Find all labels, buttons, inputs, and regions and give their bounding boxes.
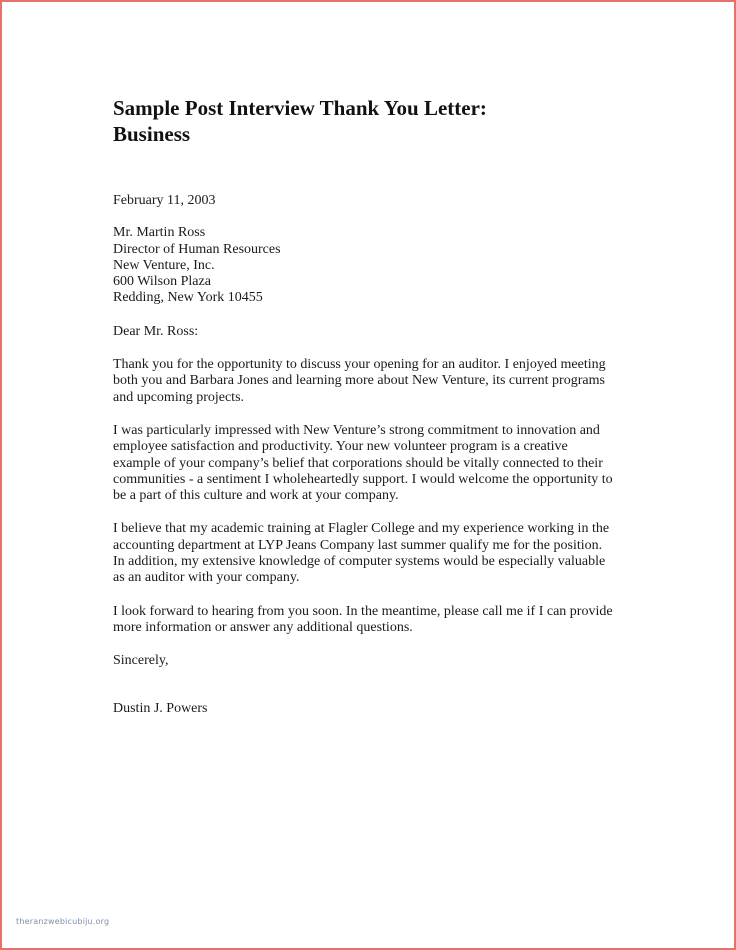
page-title bbox=[113, 95, 633, 147]
letter-body bbox=[113, 95, 633, 717]
paragraph-line: I believe that my academic training at Flagler College and my experience working in the bbox=[113, 521, 610, 537]
title-line-2: Business bbox=[113, 122, 191, 146]
paragraph-line: both you and Barbara Jones and learning more about New Venture, its current programs bbox=[113, 373, 605, 389]
paragraph-line: be a part of this culture and work at your company. bbox=[113, 488, 399, 504]
paragraph-line: Thank you for the opportunity to discuss your opening for an auditor. I enjoyed meeting bbox=[113, 357, 606, 373]
paragraph-line: I look forward to hearing from you soon. In the meantime, please call me if I can provide bbox=[113, 603, 613, 619]
paragraph-line: In addition, my extensive knowledge of computer systems would be especially valuable bbox=[113, 554, 606, 570]
letter-paragraphs bbox=[113, 357, 633, 636]
paragraph-line: I was particularly impressed with New Venture’s strong commitment to innovation and bbox=[113, 422, 600, 438]
letter-paragraph bbox=[113, 423, 633, 504]
recipient-city: Redding, New York 10455 bbox=[113, 290, 263, 306]
letter-closing: Sincerely, bbox=[113, 653, 169, 669]
recipient-address bbox=[113, 225, 633, 306]
paragraph-line: and upcoming projects. bbox=[113, 389, 245, 405]
paragraph-line: more information or answer any additional questions. bbox=[113, 619, 413, 635]
title-line-1: Sample Post Interview Thank You Letter: bbox=[113, 96, 487, 120]
paragraph-line: employee satisfaction and productivity. Your new volunteer program is a creative bbox=[113, 439, 568, 455]
paragraph-line: example of your company’s belief that corporations should be vitally connected to their bbox=[113, 455, 603, 471]
recipient-company: New Venture, Inc. bbox=[113, 257, 215, 273]
letter-paragraph bbox=[113, 357, 633, 406]
letter-greeting: Dear Mr. Ross: bbox=[113, 323, 199, 339]
recipient-street: 600 Wilson Plaza bbox=[113, 274, 211, 290]
recipient-name: Mr. Martin Ross bbox=[113, 225, 206, 241]
paragraph-line: communities - a sentiment I wholeheartedly support. I would welcome the opportunity to bbox=[113, 471, 613, 487]
letter-date: February 11, 2003 bbox=[113, 193, 216, 208]
paragraph-line: as an auditor with your company. bbox=[113, 570, 300, 586]
letter-paragraph bbox=[113, 521, 633, 586]
letter-paragraph bbox=[113, 604, 633, 637]
paragraph-line: accounting department at LYP Jeans Company last summer qualify me for the position. bbox=[113, 537, 603, 553]
recipient-position: Director of Human Resources bbox=[113, 241, 281, 257]
source-watermark: theranzwebicubiju.org bbox=[16, 917, 110, 926]
letter-signature: Dustin J. Powers bbox=[113, 700, 208, 716]
